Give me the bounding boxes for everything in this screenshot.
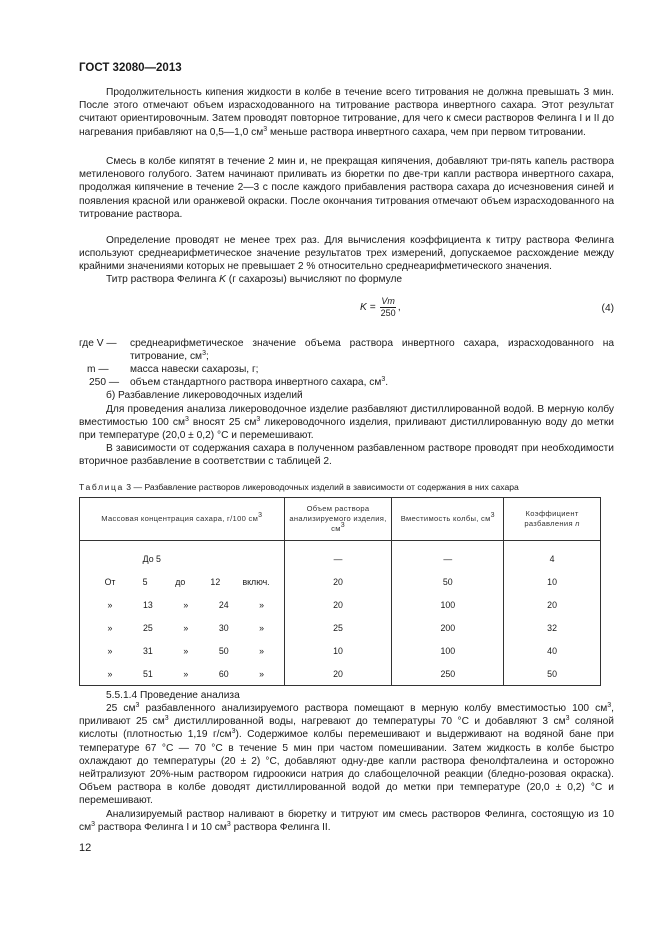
header-sample-volume: Объем раствора анализируемого изделия, $см^3$ <box>284 498 392 541</box>
concentration-part: » <box>107 668 113 679</box>
header-flask-capacity: Вместимость колбы, $см^3$ <box>392 498 504 541</box>
cell-concentration <box>80 639 285 662</box>
formula-fraction <box>380 296 396 319</box>
concentration-part: » <box>107 622 113 633</box>
cell-coefficient: 20 <box>504 593 601 616</box>
formula-expression <box>360 296 401 319</box>
cell-flask: 250 <box>392 662 504 686</box>
cell-flask: 100 <box>392 593 504 616</box>
concentration-part: 31 <box>143 645 153 656</box>
cell-concentration <box>80 593 285 616</box>
concentration-range <box>80 554 284 564</box>
concentration-part: 50 <box>218 645 229 656</box>
cell-flask: 200 <box>392 616 504 639</box>
table-caption-label: Таблица <box>79 482 124 492</box>
header-sugar-concentration: Массовая концентрация сахара, г/100 $см^3$ <box>80 498 285 541</box>
where-symbol: где V — <box>79 338 117 349</box>
where-item-250 <box>79 376 614 390</box>
concentration-range <box>80 623 284 633</box>
cell-volume: — <box>284 541 392 571</box>
cell-coefficient: 40 <box>504 639 601 662</box>
concentration-range <box>80 646 284 656</box>
table-body <box>80 541 601 686</box>
cell-volume: 25 <box>284 616 392 639</box>
table-row <box>80 639 601 662</box>
where-description: среднеарифметическое значение объема раствора инвертного сахара, израсходованного на титрование, $см^3$; <box>130 338 614 363</box>
page-number: 12 <box>79 842 92 854</box>
cell-volume: 20 <box>284 570 392 593</box>
where-description: объем стандартного раствора инвертного сахара, $см^3$. <box>130 376 389 388</box>
concentration-part: » <box>259 668 265 679</box>
cell-flask: — <box>392 541 504 571</box>
where-item-m <box>79 363 614 377</box>
table-caption-text: 3 — Разбавление растворов ликероводочных изделий в зависимости от содержания в них сахара <box>123 482 519 492</box>
concentration-part: 25 <box>143 622 153 633</box>
formula-numerator: Vm <box>381 296 395 306</box>
header-dilution-coefficient: Коэффициент разбавления n <box>504 498 601 541</box>
dilution-table <box>79 497 601 686</box>
concentration-range <box>80 669 284 679</box>
paragraph-secondary-dilution: В зависимости от содержания сахара в полученном разбавленном растворе проводят при необходимости вторичное разбавление в соответствии с таблицей 2. <box>79 443 614 468</box>
concentration-part: включ. <box>242 576 270 587</box>
cell-coefficient: 32 <box>504 616 601 639</box>
paragraph-analysis-procedure: 25 $см^3$ разбавленного анализируемого раствора помещают в мерную колбу вместимостью 100 $см^3$, приливают 25 $см^3$ дистиллированной воды, нагревают до температуры 70 °С и добавляют 3 $см^3$ соляной кислоты (плотностью 1,19 $г/см^3$). Содержимое колбы перемешивают и выдерживают на водяной бане при температуре 67 °С — 70 °С в течение 5 мин при частом помешивании. Затем жидкость в колбе быстро охлаждают до температуры (20 ± 2) °С, добавляют одну-две капли раствора фенолфталеина и осторожно нейтрализуют 20%-ным раствором гидроокиси натрия до слабощелочной реакции (бледно-розовая окраска). Объем раствора в колбе доводят дистиллированной водой до метки при температуре (20,0 ± 0,2) °С и перемешивают. <box>79 702 615 807</box>
cell-concentration <box>80 570 285 593</box>
cell-coefficient: 50 <box>504 662 601 686</box>
paragraph-dilution: Для проведения анализа ликероводочное изделие разбавляют дистиллированной водой. В мерную колбу вместимостью 100 $см^3$ вносят 25 $см^3$ ликероводочного изделия, приливают дистиллированную воду до метки при температуре (20,0 ± 0,2) °С и перемешивают. <box>79 404 614 442</box>
formula-number: (4) <box>601 303 614 314</box>
concentration-part: 24 <box>218 599 229 610</box>
concentration-part: » <box>107 645 113 656</box>
table-header-row <box>80 498 601 541</box>
concentration-part: до <box>175 576 186 587</box>
paragraph-formula-intro: Титр раствора Фелинга K (г сахарозы) вычисляют по формуле <box>106 274 403 285</box>
concentration-range <box>80 577 284 587</box>
where-description: масса навески сахарозы, г; <box>130 364 259 375</box>
concentration-part: » <box>183 668 189 679</box>
cell-concentration <box>80 616 285 639</box>
table-row <box>80 593 601 616</box>
cell-volume: 20 <box>284 662 392 686</box>
cell-concentration <box>80 662 285 686</box>
table-row <box>80 541 601 571</box>
concentration-part: » <box>107 599 113 610</box>
where-symbol: m — <box>87 364 109 375</box>
concentration-part: » <box>183 622 189 633</box>
table-row <box>80 662 601 686</box>
concentration-part: От <box>104 576 116 587</box>
concentration-part: До 5 <box>142 553 161 564</box>
cell-flask: 50 <box>392 570 504 593</box>
cell-coefficient: 10 <box>504 570 601 593</box>
concentration-part: 51 <box>143 668 153 679</box>
concentration-part: » <box>183 599 189 610</box>
concentration-part: 12 <box>210 576 221 587</box>
table-row <box>80 616 601 639</box>
concentration-part: » <box>183 645 189 656</box>
formula-lhs: K = <box>360 302 376 314</box>
concentration-part: » <box>259 622 265 633</box>
concentration-part: » <box>259 645 265 656</box>
formula-tail: , <box>397 302 401 314</box>
cell-volume: 20 <box>284 593 392 616</box>
section-5514-title: 5.5.1.4 Проведение анализа <box>106 690 240 701</box>
concentration-part: 60 <box>218 668 229 679</box>
where-symbol: 250 — <box>89 377 120 388</box>
paragraph-titration-duration: Продолжительность кипения жидкости в колбе в течение всего титрования не должна превышать 3 мин. После этого отмечают объем израсходованного на титрование раствора инвертного сахара. Этот результат считают ориентировочным. Затем проводят повторное титрование, для чего к смеси растворов Фелинга I и II до нагревания прибавляют на 0,5—1,0 $см^3$ меньше раствора инвертного сахара, чем при первом титровании. <box>79 87 614 138</box>
formula-denominator: 250 <box>380 308 396 318</box>
table-caption <box>79 482 614 492</box>
paragraph-titration-mixture: Анализируемый раствор наливают в бюретку и титруют им смесь растворов Фелинга, состоящую из 10 $см^3$ раствора Фелинга I и 10 $см^3$ раствора Фелинга II. <box>79 809 614 834</box>
table-row <box>80 570 601 593</box>
concentration-part: 30 <box>218 622 229 633</box>
cell-volume: 10 <box>284 639 392 662</box>
concentration-part: » <box>259 599 265 610</box>
paragraph-repeat-determination: Определение проводят не менее трех раз. Для вычисления коэффициента к титру раствора Фелинга используют среднеарифметическое значение результатов трех измерений, допускаемое расхождение между крайними значениями которых не превышает 2 % относительно среднеарифметического значения. <box>79 235 614 273</box>
subsection-b-title: б) Разбавление ликероводочных изделий <box>106 390 303 401</box>
where-item-v <box>79 337 614 364</box>
paragraph-boiling-procedure: Смесь в колбе кипятят в течение 2 мин и, не прекращая кипячения, добавляют три-пять капель раствора метиленового голубого. Затем начинают приливать из бюретки по две-три капли раствора инвертного сахара, продолжая кипячение в течение 2—3 с после каждого прибавления раствора сахара до исчезновения синей и появления красной или оранжевой окраски. После окончания титрования отмечают объем израсходованного на титрование раствора. <box>79 156 614 220</box>
cell-flask: 100 <box>392 639 504 662</box>
concentration-part: 5 <box>142 576 148 587</box>
formula-4 <box>79 296 614 326</box>
cell-coefficient: 4 <box>504 541 601 571</box>
document-header: ГОСТ 32080—2013 <box>79 62 182 74</box>
concentration-range <box>80 600 284 610</box>
cell-concentration <box>80 541 285 571</box>
concentration-part: 13 <box>143 599 153 610</box>
